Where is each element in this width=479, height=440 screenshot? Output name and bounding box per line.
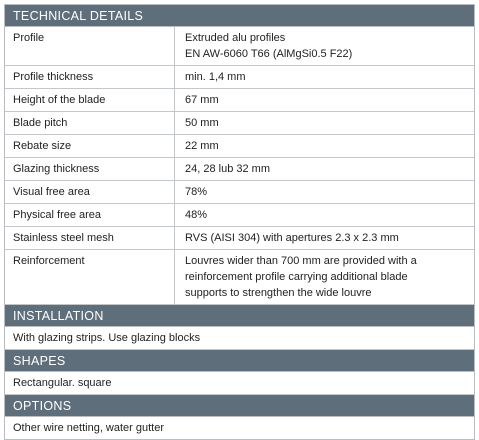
row-value xyxy=(175,27,474,65)
row-value: RVS (AISI 304) with apertures 2.3 x 2.3 mm xyxy=(185,232,399,244)
table-row xyxy=(5,89,474,112)
spec-sheet xyxy=(4,4,475,440)
row-label: Glazing thickness xyxy=(5,158,175,180)
row-label: Profile xyxy=(5,27,175,65)
options-header: OPTIONS xyxy=(5,395,474,417)
value-line: Louvres wider than 700 mm are provided with a xyxy=(185,255,417,267)
row-value xyxy=(175,250,474,304)
row-value: 67 mm xyxy=(185,94,219,106)
technical-details-header: TECHNICAL DETAILS xyxy=(5,5,474,27)
row-label: Physical free area xyxy=(5,204,175,226)
row-label: Reinforcement xyxy=(5,250,175,304)
row-label: Stainless steel mesh xyxy=(5,227,175,249)
row-value: 48% xyxy=(185,209,208,221)
row-label: Rebate size xyxy=(5,135,175,157)
shapes-header: SHAPES xyxy=(5,350,474,372)
row-label: Height of the blade xyxy=(5,89,175,111)
table-row xyxy=(5,135,474,158)
value-line: reinforcement profile carrying additional blade xyxy=(185,271,408,283)
installation-header: INSTALLATION xyxy=(5,305,474,327)
row-value: 22 mm xyxy=(185,140,219,152)
table-row xyxy=(5,66,474,89)
row-label: Blade pitch xyxy=(5,112,175,134)
table-row xyxy=(5,112,474,135)
table-row xyxy=(5,204,474,227)
row-value: 24, 28 lub 32 mm xyxy=(185,163,270,175)
table-row xyxy=(5,158,474,181)
table-row xyxy=(5,181,474,204)
row-value: min. 1,4 mm xyxy=(185,71,246,83)
options-text: Other wire netting, water gutter xyxy=(13,422,165,434)
row-value: 50 mm xyxy=(185,117,219,129)
value-line: Extruded alu profiles xyxy=(185,32,286,44)
value-line: supports to strengthen the wide louvre xyxy=(185,287,372,299)
shapes-text: Rectangular. square xyxy=(5,372,474,395)
row-label: Profile thickness xyxy=(5,66,175,88)
table-row xyxy=(5,250,474,305)
table-row xyxy=(5,27,474,66)
row-label: Visual free area xyxy=(5,181,175,203)
installation-text: With glazing strips. Use glazing blocks xyxy=(5,327,474,350)
value-line: EN AW-6060 T66 (AlMgSi0.5 F22) xyxy=(185,48,353,60)
row-value: 78% xyxy=(185,186,208,198)
table-row xyxy=(5,227,474,250)
